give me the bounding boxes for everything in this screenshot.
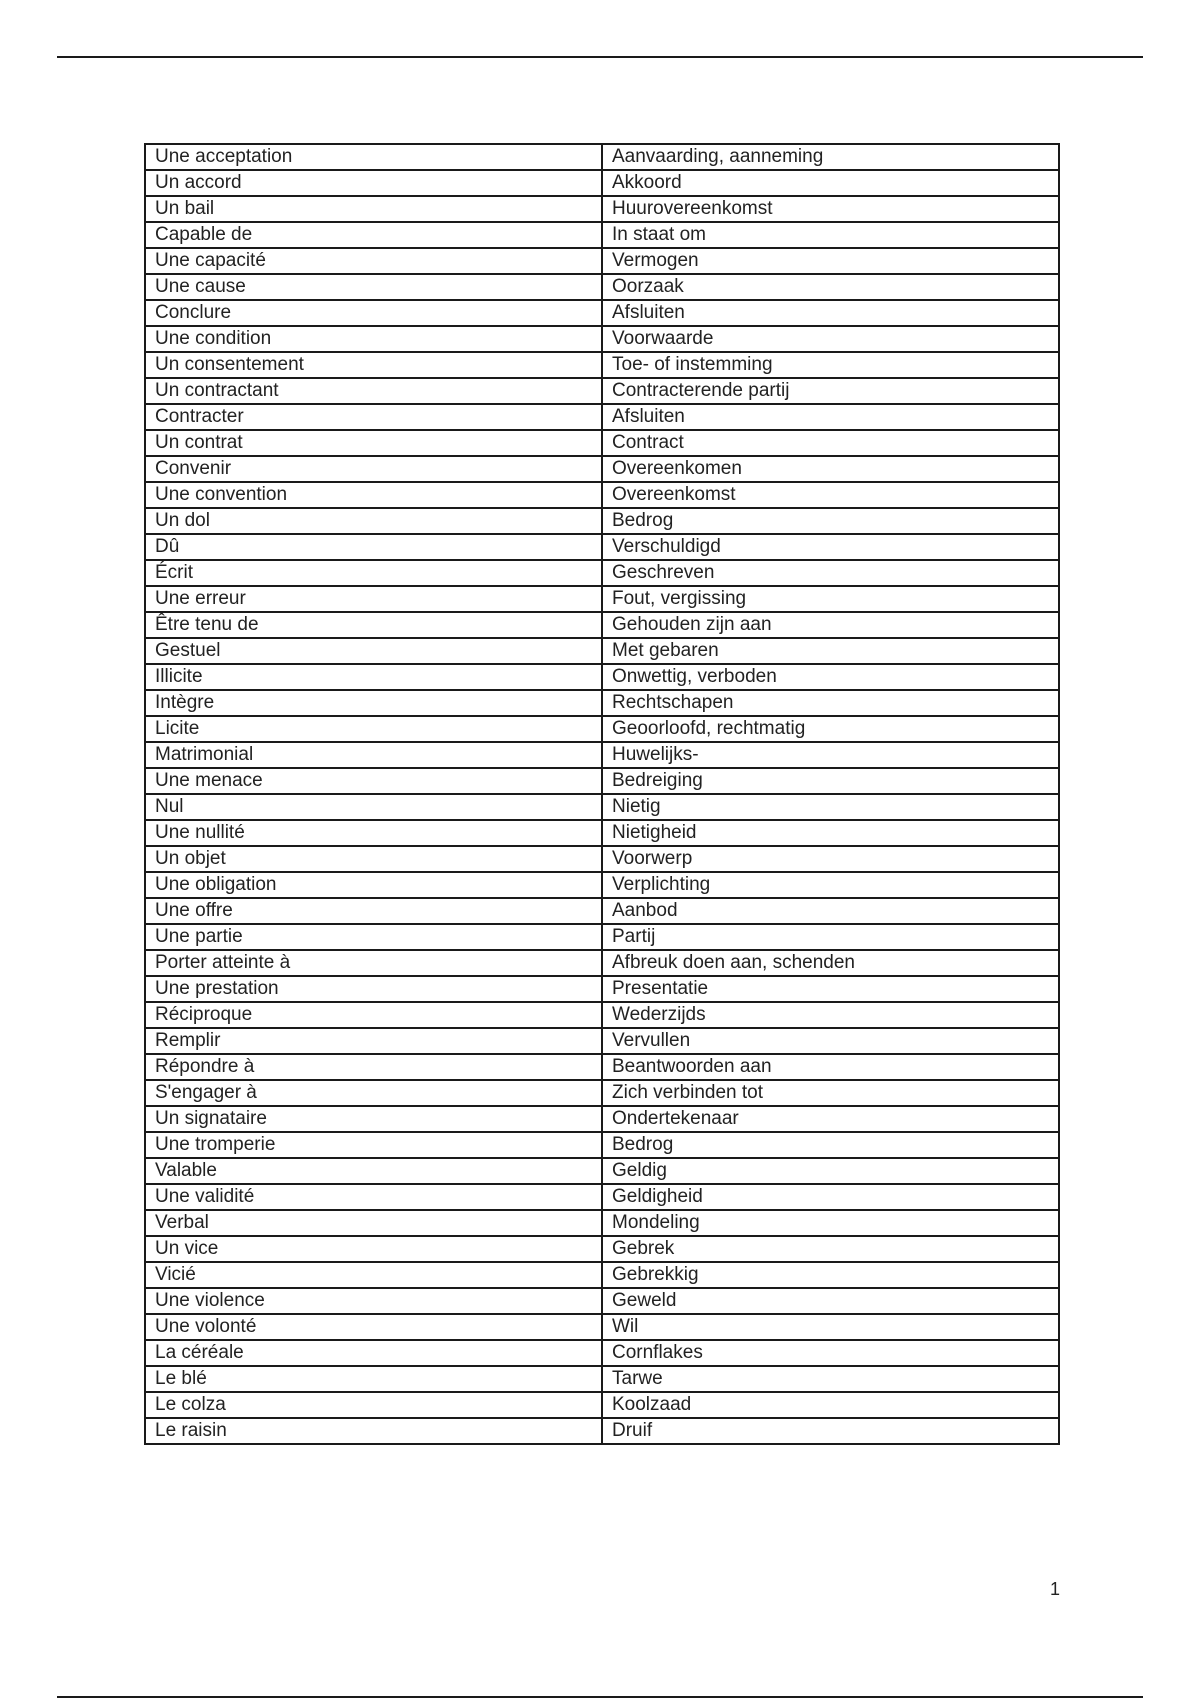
table-row [145, 144, 1059, 170]
french-term-cell: Une cause [145, 274, 602, 300]
vocabulary-table [144, 143, 1060, 1445]
table-row [145, 482, 1059, 508]
french-term-cell: Le colza [145, 1392, 602, 1418]
dutch-translation-cell: Gebrek [602, 1236, 1059, 1262]
french-term-cell: Nul [145, 794, 602, 820]
dutch-translation-cell: Huurovereenkomst [602, 196, 1059, 222]
dutch-translation-cell: Aanvaarding, aanneming [602, 144, 1059, 170]
dutch-translation-cell: Geweld [602, 1288, 1059, 1314]
table-row [145, 950, 1059, 976]
french-term-cell: Une condition [145, 326, 602, 352]
dutch-translation-cell: Toe- of instemming [602, 352, 1059, 378]
french-term-cell: Le raisin [145, 1418, 602, 1444]
dutch-translation-cell: Contracterende partij [602, 378, 1059, 404]
dutch-translation-cell: Overeenkomen [602, 456, 1059, 482]
table-row [145, 534, 1059, 560]
french-term-cell: Une convention [145, 482, 602, 508]
dutch-translation-cell: Geldigheid [602, 1184, 1059, 1210]
french-term-cell: Une menace [145, 768, 602, 794]
table-row [145, 430, 1059, 456]
table-row [145, 1132, 1059, 1158]
dutch-translation-cell: Rechtschapen [602, 690, 1059, 716]
french-term-cell: Intègre [145, 690, 602, 716]
dutch-translation-cell: Nietigheid [602, 820, 1059, 846]
table-row [145, 170, 1059, 196]
dutch-translation-cell: Bedreiging [602, 768, 1059, 794]
table-row [145, 300, 1059, 326]
french-term-cell: Un dol [145, 508, 602, 534]
table-row [145, 768, 1059, 794]
table-row [145, 1210, 1059, 1236]
table-row [145, 456, 1059, 482]
table-row [145, 352, 1059, 378]
table-row [145, 196, 1059, 222]
dutch-translation-cell: Tarwe [602, 1366, 1059, 1392]
french-term-cell: Une partie [145, 924, 602, 950]
french-term-cell: Une offre [145, 898, 602, 924]
table-row [145, 976, 1059, 1002]
dutch-translation-cell: Nietig [602, 794, 1059, 820]
dutch-translation-cell: Zich verbinden tot [602, 1080, 1059, 1106]
table-row [145, 1392, 1059, 1418]
french-term-cell: Capable de [145, 222, 602, 248]
dutch-translation-cell: Aanbod [602, 898, 1059, 924]
french-term-cell: Écrit [145, 560, 602, 586]
dutch-translation-cell: Overeenkomst [602, 482, 1059, 508]
french-term-cell: Une violence [145, 1288, 602, 1314]
french-term-cell: Une volonté [145, 1314, 602, 1340]
french-term-cell: Une nullité [145, 820, 602, 846]
french-term-cell: Contracter [145, 404, 602, 430]
dutch-translation-cell: Geldig [602, 1158, 1059, 1184]
dutch-translation-cell: Vermogen [602, 248, 1059, 274]
french-term-cell: Un contractant [145, 378, 602, 404]
dutch-translation-cell: Oorzaak [602, 274, 1059, 300]
french-term-cell: Matrimonial [145, 742, 602, 768]
french-term-cell: Être tenu de [145, 612, 602, 638]
french-term-cell: Un accord [145, 170, 602, 196]
french-term-cell: Réciproque [145, 1002, 602, 1028]
french-term-cell: Une acceptation [145, 144, 602, 170]
table-row [145, 716, 1059, 742]
french-term-cell: Illicite [145, 664, 602, 690]
dutch-translation-cell: Gehouden zijn aan [602, 612, 1059, 638]
french-term-cell: Une tromperie [145, 1132, 602, 1158]
dutch-translation-cell: Mondeling [602, 1210, 1059, 1236]
french-term-cell: Gestuel [145, 638, 602, 664]
french-term-cell: La céréale [145, 1340, 602, 1366]
table-row [145, 1054, 1059, 1080]
table-row [145, 586, 1059, 612]
dutch-translation-cell: In staat om [602, 222, 1059, 248]
dutch-translation-cell: Gebrekkig [602, 1262, 1059, 1288]
dutch-translation-cell: Bedrog [602, 1132, 1059, 1158]
dutch-translation-cell: Vervullen [602, 1028, 1059, 1054]
dutch-translation-cell: Wil [602, 1314, 1059, 1340]
dutch-translation-cell: Geschreven [602, 560, 1059, 586]
table-row [145, 222, 1059, 248]
dutch-translation-cell: Voorwaarde [602, 326, 1059, 352]
dutch-translation-cell: Partij [602, 924, 1059, 950]
table-row [145, 508, 1059, 534]
dutch-translation-cell: Cornflakes [602, 1340, 1059, 1366]
table-row [145, 638, 1059, 664]
table-row [145, 1106, 1059, 1132]
table-row [145, 898, 1059, 924]
dutch-translation-cell: Beantwoorden aan [602, 1054, 1059, 1080]
french-term-cell: Répondre à [145, 1054, 602, 1080]
table-row [145, 1236, 1059, 1262]
table-row [145, 794, 1059, 820]
table-row [145, 846, 1059, 872]
table-row [145, 924, 1059, 950]
table-row [145, 378, 1059, 404]
table-row [145, 742, 1059, 768]
table-row [145, 1418, 1059, 1444]
dutch-translation-cell: Verplichting [602, 872, 1059, 898]
table-row [145, 560, 1059, 586]
dutch-translation-cell: Akkoord [602, 170, 1059, 196]
french-term-cell: Une validité [145, 1184, 602, 1210]
french-term-cell: Une obligation [145, 872, 602, 898]
table-row [145, 1262, 1059, 1288]
french-term-cell: Vicié [145, 1262, 602, 1288]
french-term-cell: Verbal [145, 1210, 602, 1236]
french-term-cell: Un contrat [145, 430, 602, 456]
french-term-cell: Dû [145, 534, 602, 560]
dutch-translation-cell: Met gebaren [602, 638, 1059, 664]
dutch-translation-cell: Afsluiten [602, 300, 1059, 326]
table-row [145, 326, 1059, 352]
table-row [145, 664, 1059, 690]
dutch-translation-cell: Huwelijks- [602, 742, 1059, 768]
page-number: 1 [1049, 1579, 1060, 1599]
table-row [145, 690, 1059, 716]
dutch-translation-cell: Presentatie [602, 976, 1059, 1002]
french-term-cell: S'engager à [145, 1080, 602, 1106]
dutch-translation-cell: Druif [602, 1418, 1059, 1444]
dutch-translation-cell: Onwettig, verboden [602, 664, 1059, 690]
table-row [145, 248, 1059, 274]
dutch-translation-cell: Koolzaad [602, 1392, 1059, 1418]
dutch-translation-cell: Contract [602, 430, 1059, 456]
french-term-cell: Remplir [145, 1028, 602, 1054]
table-row [145, 1028, 1059, 1054]
dutch-translation-cell: Afsluiten [602, 404, 1059, 430]
french-term-cell: Un bail [145, 196, 602, 222]
table-row [145, 1288, 1059, 1314]
footer-rule [57, 1696, 1143, 1698]
french-term-cell: Porter atteinte à [145, 950, 602, 976]
table-row [145, 872, 1059, 898]
dutch-translation-cell: Verschuldigd [602, 534, 1059, 560]
dutch-translation-cell: Wederzijds [602, 1002, 1059, 1028]
table-row [145, 1002, 1059, 1028]
french-term-cell: Conclure [145, 300, 602, 326]
french-term-cell: Un consentement [145, 352, 602, 378]
table-row [145, 1314, 1059, 1340]
dutch-translation-cell: Fout, vergissing [602, 586, 1059, 612]
table-row [145, 820, 1059, 846]
table-row [145, 274, 1059, 300]
french-term-cell: Valable [145, 1158, 602, 1184]
table-row [145, 1366, 1059, 1392]
french-term-cell: Une prestation [145, 976, 602, 1002]
table-row [145, 1340, 1059, 1366]
french-term-cell: Un signataire [145, 1106, 602, 1132]
french-term-cell: Convenir [145, 456, 602, 482]
vocabulary-table-body [145, 144, 1059, 1444]
french-term-cell: Une capacité [145, 248, 602, 274]
dutch-translation-cell: Afbreuk doen aan, schenden [602, 950, 1059, 976]
table-row [145, 1158, 1059, 1184]
french-term-cell: Licite [145, 716, 602, 742]
table-row [145, 612, 1059, 638]
table-row [145, 404, 1059, 430]
table-row [145, 1184, 1059, 1210]
dutch-translation-cell: Geoorloofd, rechtmatig [602, 716, 1059, 742]
dutch-translation-cell: Ondertekenaar [602, 1106, 1059, 1132]
french-term-cell: Un vice [145, 1236, 602, 1262]
header-rule [57, 56, 1143, 58]
dutch-translation-cell: Bedrog [602, 508, 1059, 534]
french-term-cell: Le blé [145, 1366, 602, 1392]
french-term-cell: Une erreur [145, 586, 602, 612]
dutch-translation-cell: Voorwerp [602, 846, 1059, 872]
table-row [145, 1080, 1059, 1106]
french-term-cell: Un objet [145, 846, 602, 872]
